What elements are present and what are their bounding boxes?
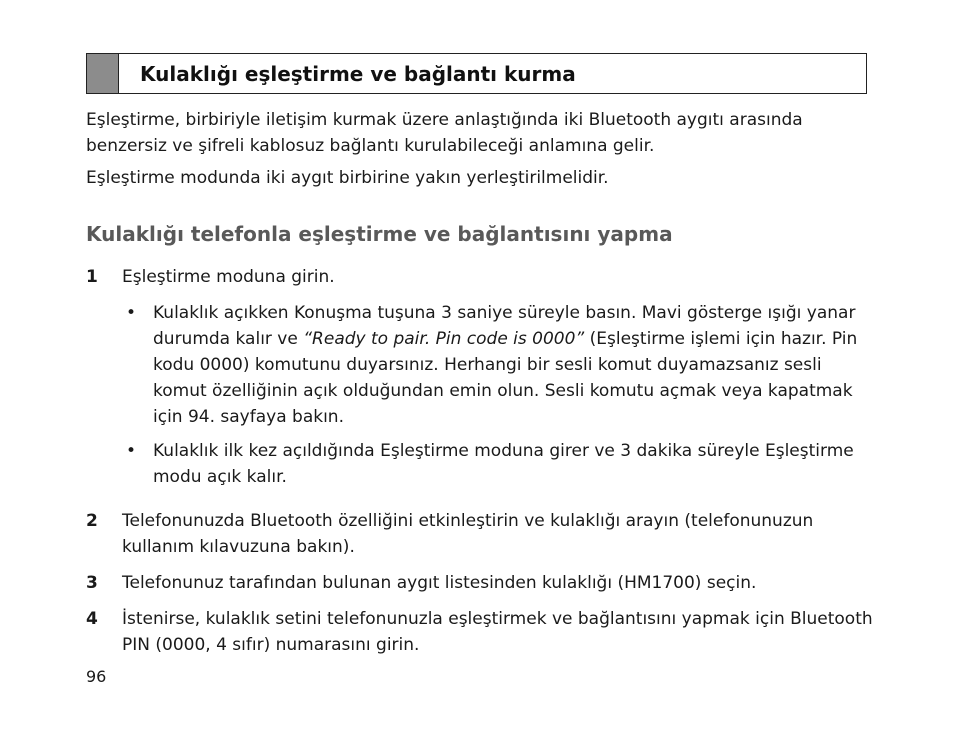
step-text: İstenirse, kulaklık setini telefonunuzla eşleştirmek ve bağlantısını yapmak için Bluetooth PIN (0000, 4 sıfır) numarasını girin.	[122, 609, 873, 655]
intro-paragraph: Eşleştirme, birbiriyle iletişim kurmak üzere anlaştığında iki Bluetooth aygıtı arasında benzersiz ve şifreli kablosuz bağlantı kurulabileceği anlamına gelir.	[86, 110, 803, 156]
bullet-item	[122, 438, 876, 490]
bullet-text-part: Kulaklık açıkken Konuşma tuşuna 3 saniye süreyle basın. Mavi gösterge ışığı yanar durumda kalır ve	[153, 303, 856, 349]
section-title: Kulaklığı eşleştirme ve bağlantı kurma	[140, 62, 576, 86]
step-text: Eşleştirme moduna girin.	[122, 267, 335, 287]
subheading: Kulaklığı telefonla eşleştirme ve bağlantısını yapma	[86, 222, 673, 246]
section-title-box	[86, 53, 867, 94]
section-marker	[87, 54, 119, 93]
intro-text	[86, 107, 876, 191]
step-number: 4	[86, 609, 98, 629]
step-item	[86, 508, 876, 560]
bullet-marker: •	[126, 441, 137, 461]
voice-prompt-quote: “Ready to pair. Pin code is 0000”	[303, 329, 585, 349]
step-number: 2	[86, 511, 98, 531]
step-item	[86, 570, 876, 596]
step-item	[86, 264, 876, 498]
bullet-list	[122, 300, 876, 490]
steps-list	[86, 264, 876, 668]
bullet-text	[153, 300, 876, 430]
step-text: Telefonunuzda Bluetooth özelliğini etkinleştirin ve kulaklığı arayın (telefonunuzun kullanım kılavuzuna bakın).	[122, 511, 814, 557]
step-number: 1	[86, 267, 98, 287]
step-item	[86, 606, 876, 658]
step-body	[122, 264, 876, 498]
intro-paragraph: Eşleştirme modunda iki aygıt birbirine yakın yerleştirilmelidir.	[86, 168, 609, 188]
bullet-text-part: (Eşleştirme işlemi için hazır. Pin kodu 0000) komutunu duyarsınız. Herhangi bir sesli komut duyamazsanız sesli komut özelliğinin açık olduğundan emin olun. Sesli komutu açmak veya kapatmak için 94. sayfaya bakın.	[153, 329, 858, 427]
step-text: Telefonunuz tarafından bulunan aygıt listesinden kulaklığı (HM1700) seçin.	[122, 573, 757, 593]
bullet-marker: •	[126, 303, 137, 323]
page-number: 96	[86, 667, 107, 686]
bullet-item	[122, 300, 876, 430]
bullet-text: Kulaklık ilk kez açıldığında Eşleştirme moduna girer ve 3 dakika süreyle Eşleştirme modu açık kalır.	[153, 441, 854, 487]
step-number: 3	[86, 573, 98, 593]
